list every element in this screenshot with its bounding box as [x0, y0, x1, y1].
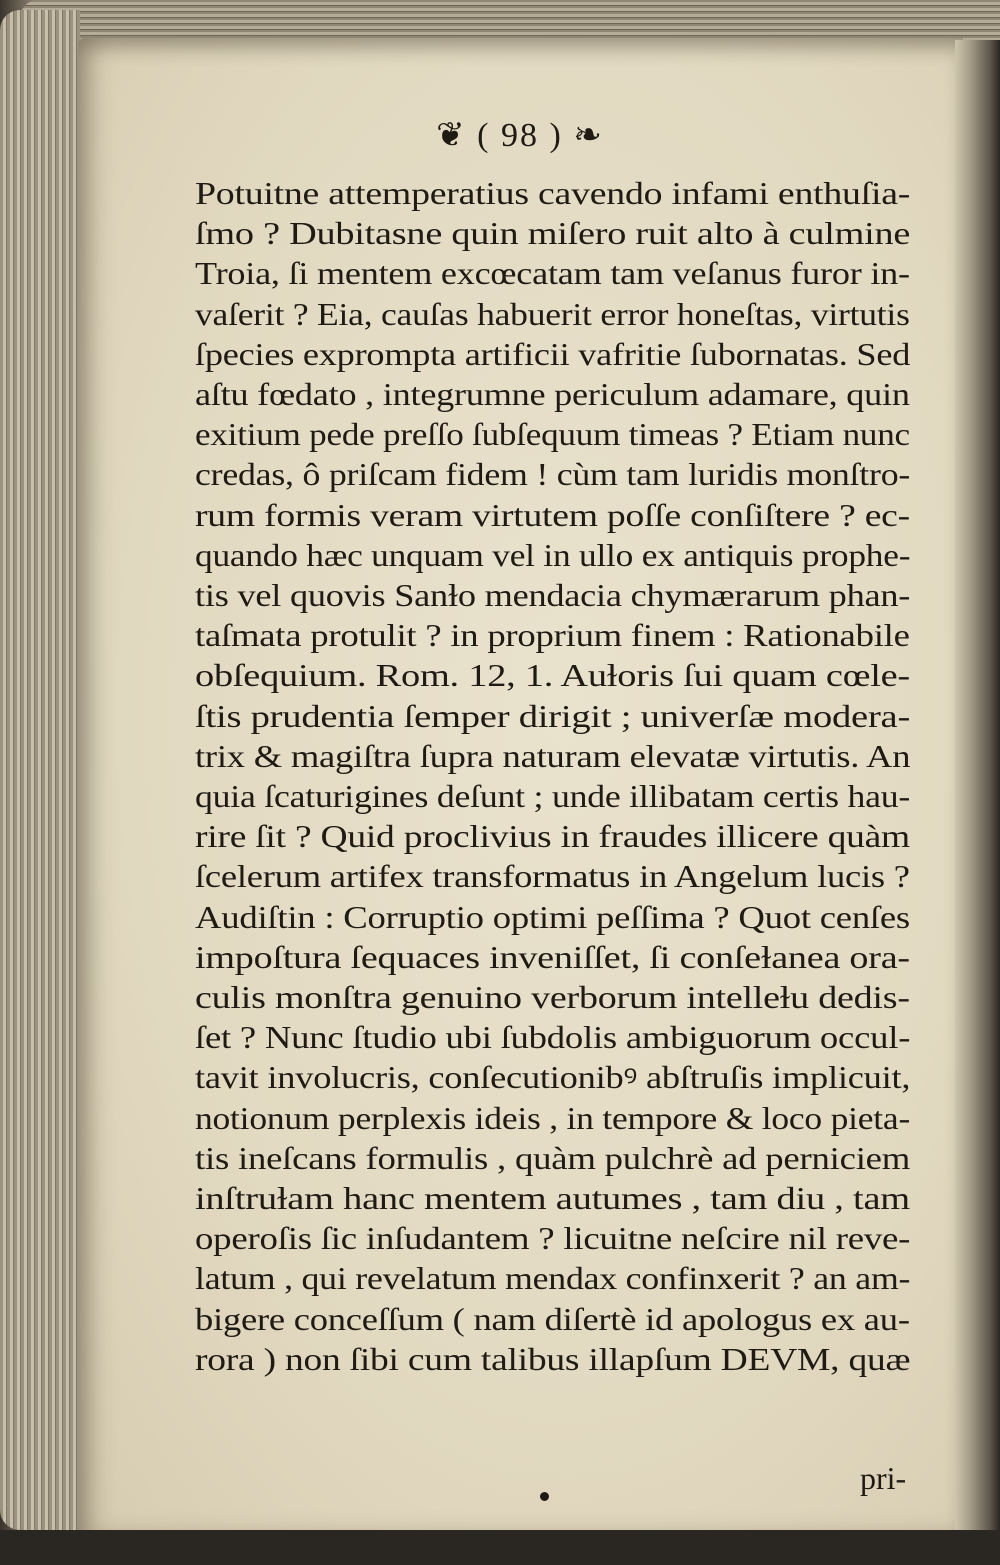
- page-number: ( 98 ): [477, 117, 563, 154]
- gutter-shadow: [955, 40, 1000, 1540]
- text-line: obſequium. Rom. 12, 1. Auɫoris ſui quam cœle-: [195, 657, 910, 694]
- signature-mark: [540, 1492, 549, 1501]
- text-line: trix & magiſtra ſupra naturam elevatæ virtutis. An: [195, 737, 911, 774]
- text-line: tavit involucris, conſecutionibꝰ abſtruſis implicuit,: [195, 1059, 911, 1096]
- text-line: latum , qui revelatum mendax confinxerit ? an am-: [195, 1260, 911, 1297]
- text-line: ſmo ? Dubitasne quin miſero ruit alto à culmine: [195, 215, 911, 252]
- text-line: taſmata protulit ? in proprium finem : Rationabile: [195, 617, 910, 654]
- ornament-right-icon: ❧: [573, 117, 604, 154]
- bottom-background: [0, 1530, 1000, 1565]
- text-line: rum formis veram virtutem poſſe conſiſtere ? ec-: [195, 496, 910, 533]
- text-line: inſtruɫam hanc mentem autumes , tam diu , tam: [195, 1180, 910, 1216]
- text-line: notionum perplexis ideis , in tempore & loco pieta-: [195, 1099, 911, 1136]
- page-header: [115, 115, 925, 155]
- text-line: culis monſtra genuino verborum intelleɫu dedis-: [195, 979, 910, 1015]
- ornament-left-icon: ❦: [436, 117, 467, 154]
- text-line: tis vel quovis Sanɫo mendacia chymærarum phan-: [195, 577, 911, 613]
- text-line: ſcelerum artifex transformatus in Angelum lucis ?: [195, 858, 910, 895]
- text-line: exitium pede preſſo ſubſequum timeas ? Etiam nunc: [195, 416, 910, 453]
- text-line: ſet ? Nunc ſtudio ubi ſubdolis ambiguorum occul-: [195, 1019, 911, 1056]
- text-line: Potuitne attemperatius cavendo infami enthuſia-: [195, 175, 911, 211]
- text-line: tis ineſcans formulis , quàm pulchrè ad perniciem: [195, 1139, 911, 1176]
- text-line: quando hæc unquam vel in ullo ex antiquis prophe-: [195, 536, 911, 573]
- text-line: impoſtura ſequaces inveniſſet, ſi conſeɫanea ora-: [195, 938, 910, 975]
- text-line: ſtis prudentia ſemper dirigit ; univerſæ modera-: [195, 697, 911, 734]
- text-line: credas, ô priſcam fidem ! cùm tam luridis monſtro-: [195, 456, 911, 493]
- text-line: vaſerit ? Eia, cauſas habuerit error honeſtas, virtutis: [195, 295, 910, 332]
- text-line: rire ſit ? Quid proclivius in fraudes illicere quàm: [195, 818, 910, 855]
- text-line: Audiſtin : Corruptio optimi peſſima ? Quot cenſes: [195, 898, 910, 935]
- text-line: operoſis ſic inſudantem ? licuitne neſcire nil reve-: [195, 1220, 911, 1257]
- text-line: ſpecies exprompta artificii vafritie ſubornatas. Sed: [195, 335, 911, 372]
- text-line: aſtu fœdato , integrumne periculum adamare, quin: [195, 376, 910, 412]
- page-stack-left-edge: [0, 10, 80, 1530]
- catchword: pri-: [860, 1460, 907, 1496]
- text-line: bigere conceſſum ( nam diſertè id apologus ex au-: [195, 1300, 910, 1337]
- text-line: quia ſcaturigines deſunt ; unde illibatam certis hau-: [195, 778, 911, 814]
- text-line: rora ) non ſibi cum talibus illapſum DEVM, quæ: [195, 1340, 911, 1377]
- text-line: Troia, ſi mentem excœcatam tam veſanus furor in-: [195, 255, 910, 292]
